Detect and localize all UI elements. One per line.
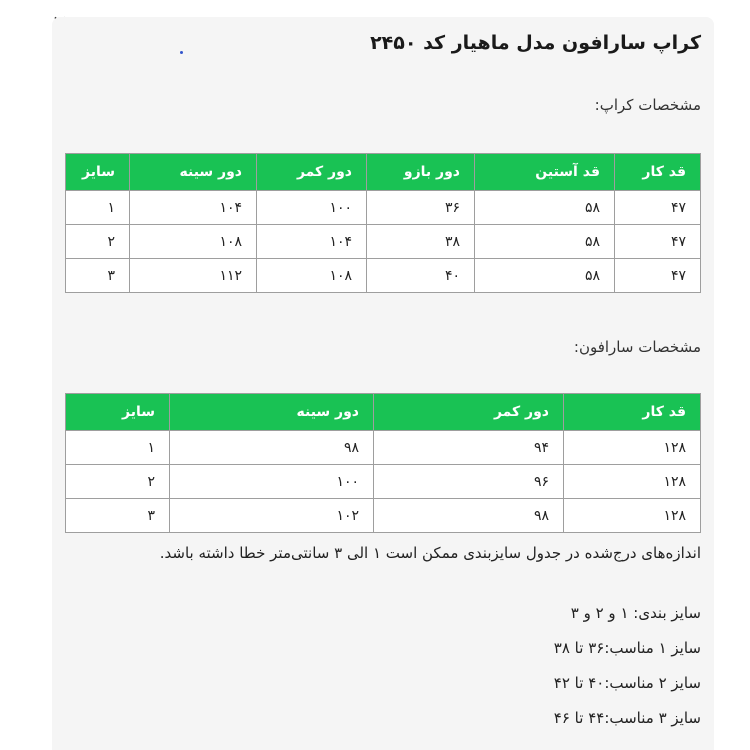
- table-row: [66, 465, 701, 499]
- table-cell: ۵۸: [475, 225, 615, 259]
- product-content: [66, 26, 701, 727]
- table-cell: ۲: [66, 225, 130, 259]
- table-cell: ۱۰۴: [257, 225, 367, 259]
- table-cell: ۹۸: [374, 499, 564, 533]
- column-header: دور بازو: [367, 154, 475, 191]
- table-cell: ۹۴: [374, 431, 564, 465]
- column-header: دور کمر: [374, 394, 564, 431]
- table-cell: ۳۸: [367, 225, 475, 259]
- table-cell: ۳: [66, 259, 130, 293]
- table-cell: ۱۰۰: [170, 465, 374, 499]
- size-info-line: سایز ۲ مناسب:۴۰ تا ۴۲: [553, 674, 701, 692]
- table-cell: ۴۷: [615, 191, 701, 225]
- table-cell: ۱۱۲: [130, 259, 257, 293]
- column-header: قد کار: [615, 154, 701, 191]
- table-cell: ۱۲۸: [564, 499, 701, 533]
- product-title: کراپ سارافون مدل ماهیار کد ۲۴۵۰: [370, 32, 701, 54]
- table-cell: ۲: [66, 465, 170, 499]
- table-row: [66, 499, 701, 533]
- table-cell: ۱: [66, 431, 170, 465]
- column-header: سایز: [66, 154, 130, 191]
- table-cell: ۹۸: [170, 431, 374, 465]
- table-cell: ۱۰۸: [257, 259, 367, 293]
- crop-specs-heading: مشخصات کراپ:: [594, 96, 701, 114]
- column-header: دور کمر: [257, 154, 367, 191]
- table-row: [66, 259, 701, 293]
- column-header: قد کار: [564, 394, 701, 431]
- table-cell: ۵۸: [475, 259, 615, 293]
- column-header: دور سینه: [170, 394, 374, 431]
- size-info-line: سایز ۳ مناسب:۴۴ تا ۴۶: [553, 709, 701, 727]
- table-cell: ۹۶: [374, 465, 564, 499]
- table-header-row: [66, 154, 701, 191]
- size-info-line: سایز ۱ مناسب:۳۶ تا ۳۸: [553, 639, 701, 657]
- table-row: [66, 431, 701, 465]
- table-cell: ۱۰۴: [130, 191, 257, 225]
- crop-size-table: [65, 153, 701, 293]
- table-row: [66, 191, 701, 225]
- size-tolerance-note: اندازه‌های درج‌شده در جدول سایزبندی ممکن است ۱ الی ۳ سانتی‌متر خطا داشته باشد.: [159, 544, 701, 562]
- table-cell: ۱۲۸: [564, 465, 701, 499]
- table-cell: ۵۸: [475, 191, 615, 225]
- column-header: سایز: [66, 394, 170, 431]
- table-cell: ۱۰۸: [130, 225, 257, 259]
- sarafon-size-table: [65, 393, 701, 533]
- table-cell: ۴۰: [367, 259, 475, 293]
- column-header: دور سینه: [130, 154, 257, 191]
- table-cell: ۱: [66, 191, 130, 225]
- table-cell: ۱۰۰: [257, 191, 367, 225]
- table-cell: ۳: [66, 499, 170, 533]
- table-cell: ۳۶: [367, 191, 475, 225]
- table-cell: ۱۰۲: [170, 499, 374, 533]
- table-header-row: [66, 394, 701, 431]
- column-header: قد آستین: [475, 154, 615, 191]
- table-cell: ۴۷: [615, 259, 701, 293]
- table-row: [66, 225, 701, 259]
- size-info-line: سایز بندی: ۱ و ۲ و ۳: [570, 604, 701, 622]
- sarafon-specs-heading: مشخصات سارافون:: [573, 338, 701, 356]
- table-cell: ۴۷: [615, 225, 701, 259]
- table-cell: ۱۲۸: [564, 431, 701, 465]
